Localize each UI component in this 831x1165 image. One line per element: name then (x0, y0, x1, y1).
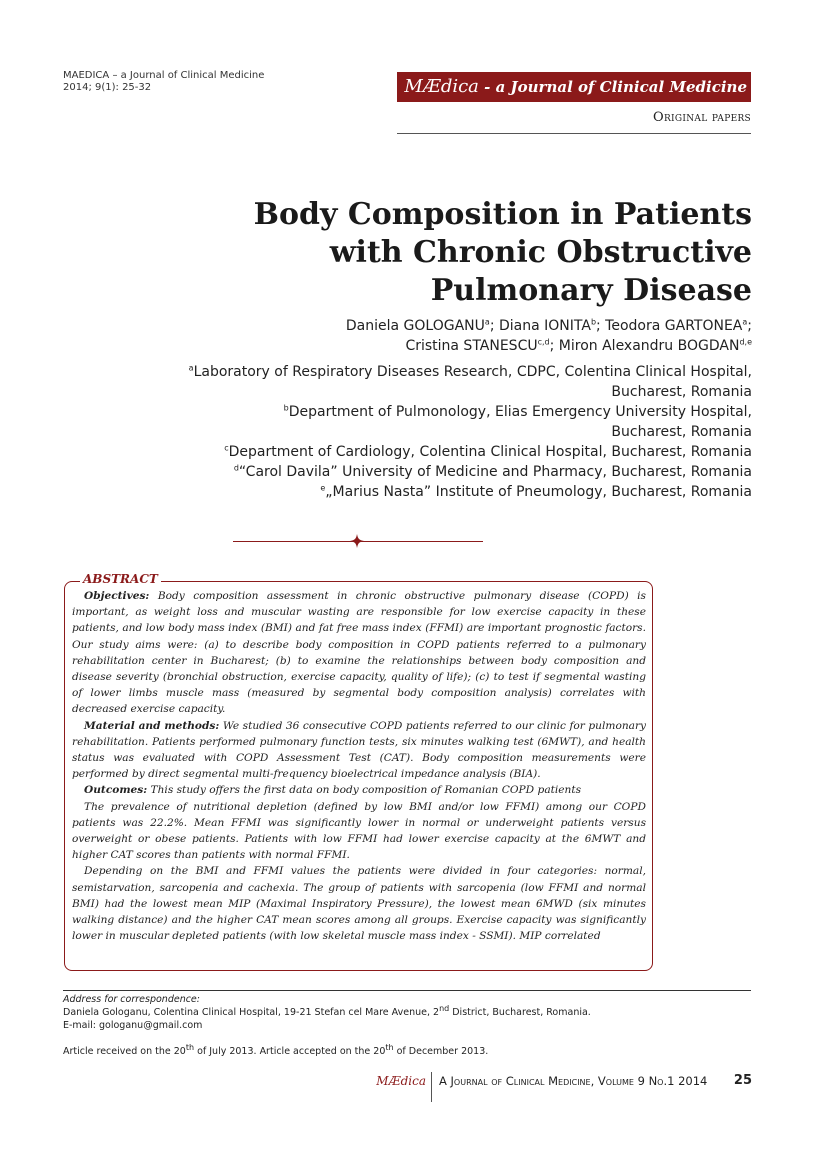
abstract-label: ABSTRACT (80, 572, 161, 586)
abstract-heading: Material and methods: (84, 719, 220, 732)
correspondence-address (63, 1003, 751, 1019)
section-label: Original papers (652, 110, 751, 125)
authors-line-1 (240, 316, 752, 336)
page-footer (300, 1072, 752, 1102)
affiliation-e (150, 482, 752, 502)
author-name: Cristina STANESCU (405, 338, 538, 354)
author-sup: a (484, 317, 490, 327)
author-sup: b (590, 317, 597, 327)
affil-text: „Marius Nasta” Institute of Pneumology, Bucharest, Romania (325, 484, 752, 500)
article-title (200, 196, 752, 310)
banner-logo: MÆdica (404, 76, 479, 97)
journal-citation (63, 70, 264, 94)
title-line-2: with Chronic Obstructive (329, 235, 752, 270)
author-name: ; Diana IONITA (489, 318, 591, 334)
received-text: of December 2013. (393, 1046, 489, 1057)
section-rule (397, 133, 751, 134)
abstract-paragraph: The prevalence of nutritional depletion (defined by low BMI and/or low FFMI) among our COPD patients was 22.2%. Mean FFMI was significantly lower in normal or underweight patients versus overweight or obese patients. Patients with low FFMI had lower exercise capacity at the 6MWT and higher CAT scores than patients with normal FFMI. (72, 800, 646, 862)
authors-line-2 (240, 336, 752, 356)
affil-text: Department of Pulmonology, Elias Emergency University Hospital, (288, 404, 752, 420)
affiliation-b (150, 402, 752, 422)
abstract-paragraph: This study offers the first data on body composition of Romanian COPD patients (147, 784, 582, 797)
abstract-methods (72, 718, 646, 783)
correspondence-rule (63, 990, 751, 991)
author-sup: d,e (739, 337, 752, 347)
abstract-paragraph: Body composition assessment in chronic obstructive pulmonary disease (COPD) is important, as weight loss and muscular wasting are responsible for low exercise capacity in these patients, and low body mass index (BMI) and fat free mass index (FFMI) are important prognostic factors. Our study aims were: (a) to describe body composition in COPD patients referred to a pulmonary rehabilitation center in Bucharest; (b) to examine the relationships between body composition and disease severity (bronchial obstruction, exercise capacity, quality of life); (c) to test if segmental wasting of lower limbs muscle mass (measured by segmental body composition analysis) correlates with decreased exercise capacity. (72, 590, 646, 716)
affil-text: Department of Cardiology, Colentina Clinical Hospital, Bucharest, Romania (228, 444, 752, 460)
affil-sup: c (224, 443, 229, 453)
banner-subtitle: - a Journal of Clinical Medicine (478, 78, 747, 96)
title-line-3: Pulmonary Disease (430, 273, 752, 308)
address-sup: nd (439, 1003, 450, 1013)
footer-logo: MÆdica (376, 1074, 426, 1088)
affil-sup: a (188, 363, 194, 373)
author-sup: c,d (537, 337, 550, 347)
received-dates (63, 1042, 489, 1057)
title-line-1: Body Composition in Patients (253, 197, 752, 232)
journal-volume: 2014; 9(1): 25-32 (63, 82, 152, 93)
abstract-heading: Objectives: (84, 590, 150, 602)
correspondence-email[interactable]: E-mail: gologanu@gmail.com (63, 1020, 203, 1031)
affiliation-a-city: Bucharest, Romania (611, 384, 752, 400)
diamond-ornament-icon (350, 534, 364, 548)
author-separator: ; (747, 318, 752, 334)
author-name: ; Miron Alexandru BOGDAN (549, 338, 740, 354)
affil-text: Laboratory of Respiratory Diseases Research, CDPC, Colentina Clinical Hospital, (193, 364, 752, 380)
abstract-paragraph: We studied 36 consecutive COPD patients referred to our clinic for pulmonary rehabilitation. Patients performed pulmonary function tests, six minutes walking test (6MWT), and health status was evaluated with COPD Assessment Test (CAT). Body composition measurements were performed by direct segmental multi-frequency bioelectrical impedance analysis (BIA). (72, 719, 646, 781)
received-sup: th (385, 1042, 394, 1052)
affiliation-c (150, 442, 752, 462)
affiliation-a (150, 362, 752, 382)
abstract-objectives (72, 588, 646, 718)
footer-separator (431, 1072, 432, 1102)
address-text: District, Bucharest, Romania. (449, 1007, 591, 1018)
abstract-heading: Outcomes: (84, 784, 148, 797)
received-text: Article received on the 20 (63, 1046, 186, 1057)
abstract-paragraph: Depending on the BMI and FFMI values the patients were divided in four categories: normal, semistarvation, sarcopenia and cachexia. The group of patients with sarcopenia (low FFMI and normal BMI) had the lowest mean MIP (Maximal Inspiratory Pressure), the lowest mean 6MWD (six minutes walking distance) and the higher CAT mean scores among all groups. Exercise capacity was significantly lower in muscular depleted patients (with low skeletal muscle mass index - SSMI). MIP correlated (72, 865, 646, 943)
author-list (240, 316, 752, 356)
affil-sup: b (283, 403, 289, 413)
address-text: Daniela Gologanu, Colentina Clinical Hospital, 19-21 Stefan cel Mare Avenue, 2 (63, 1007, 440, 1018)
author-sup: a (742, 317, 748, 327)
affiliations (150, 362, 752, 502)
abstract-outcomes (72, 782, 646, 798)
footer-journal: A Journal of Clinical Medicine, Volume 9 No.1 2014 (439, 1074, 708, 1088)
affil-sup: e (320, 483, 326, 493)
abstract-body (72, 588, 646, 966)
author-name: Daniela GOLOGANU (345, 318, 485, 334)
received-text: of July 2013. Article accepted on the 20 (194, 1046, 386, 1057)
affil-text: “Carol Davila” University of Medicine and Pharmacy, Bucharest, Romania (238, 464, 752, 480)
received-sup: th (185, 1042, 195, 1052)
correspondence-label: Address for correspondence: (63, 994, 200, 1005)
journal-banner (397, 72, 751, 102)
affil-sup: d (233, 463, 239, 473)
correspondence (63, 993, 751, 1032)
journal-name: MAEDICA – a Journal of Clinical Medicine (63, 70, 265, 81)
affiliation-b-city: Bucharest, Romania (611, 424, 752, 440)
affiliation-d (150, 462, 752, 482)
author-name: ; Teodora GARTONEA (596, 318, 743, 334)
page-number: 25 (733, 1073, 752, 1088)
